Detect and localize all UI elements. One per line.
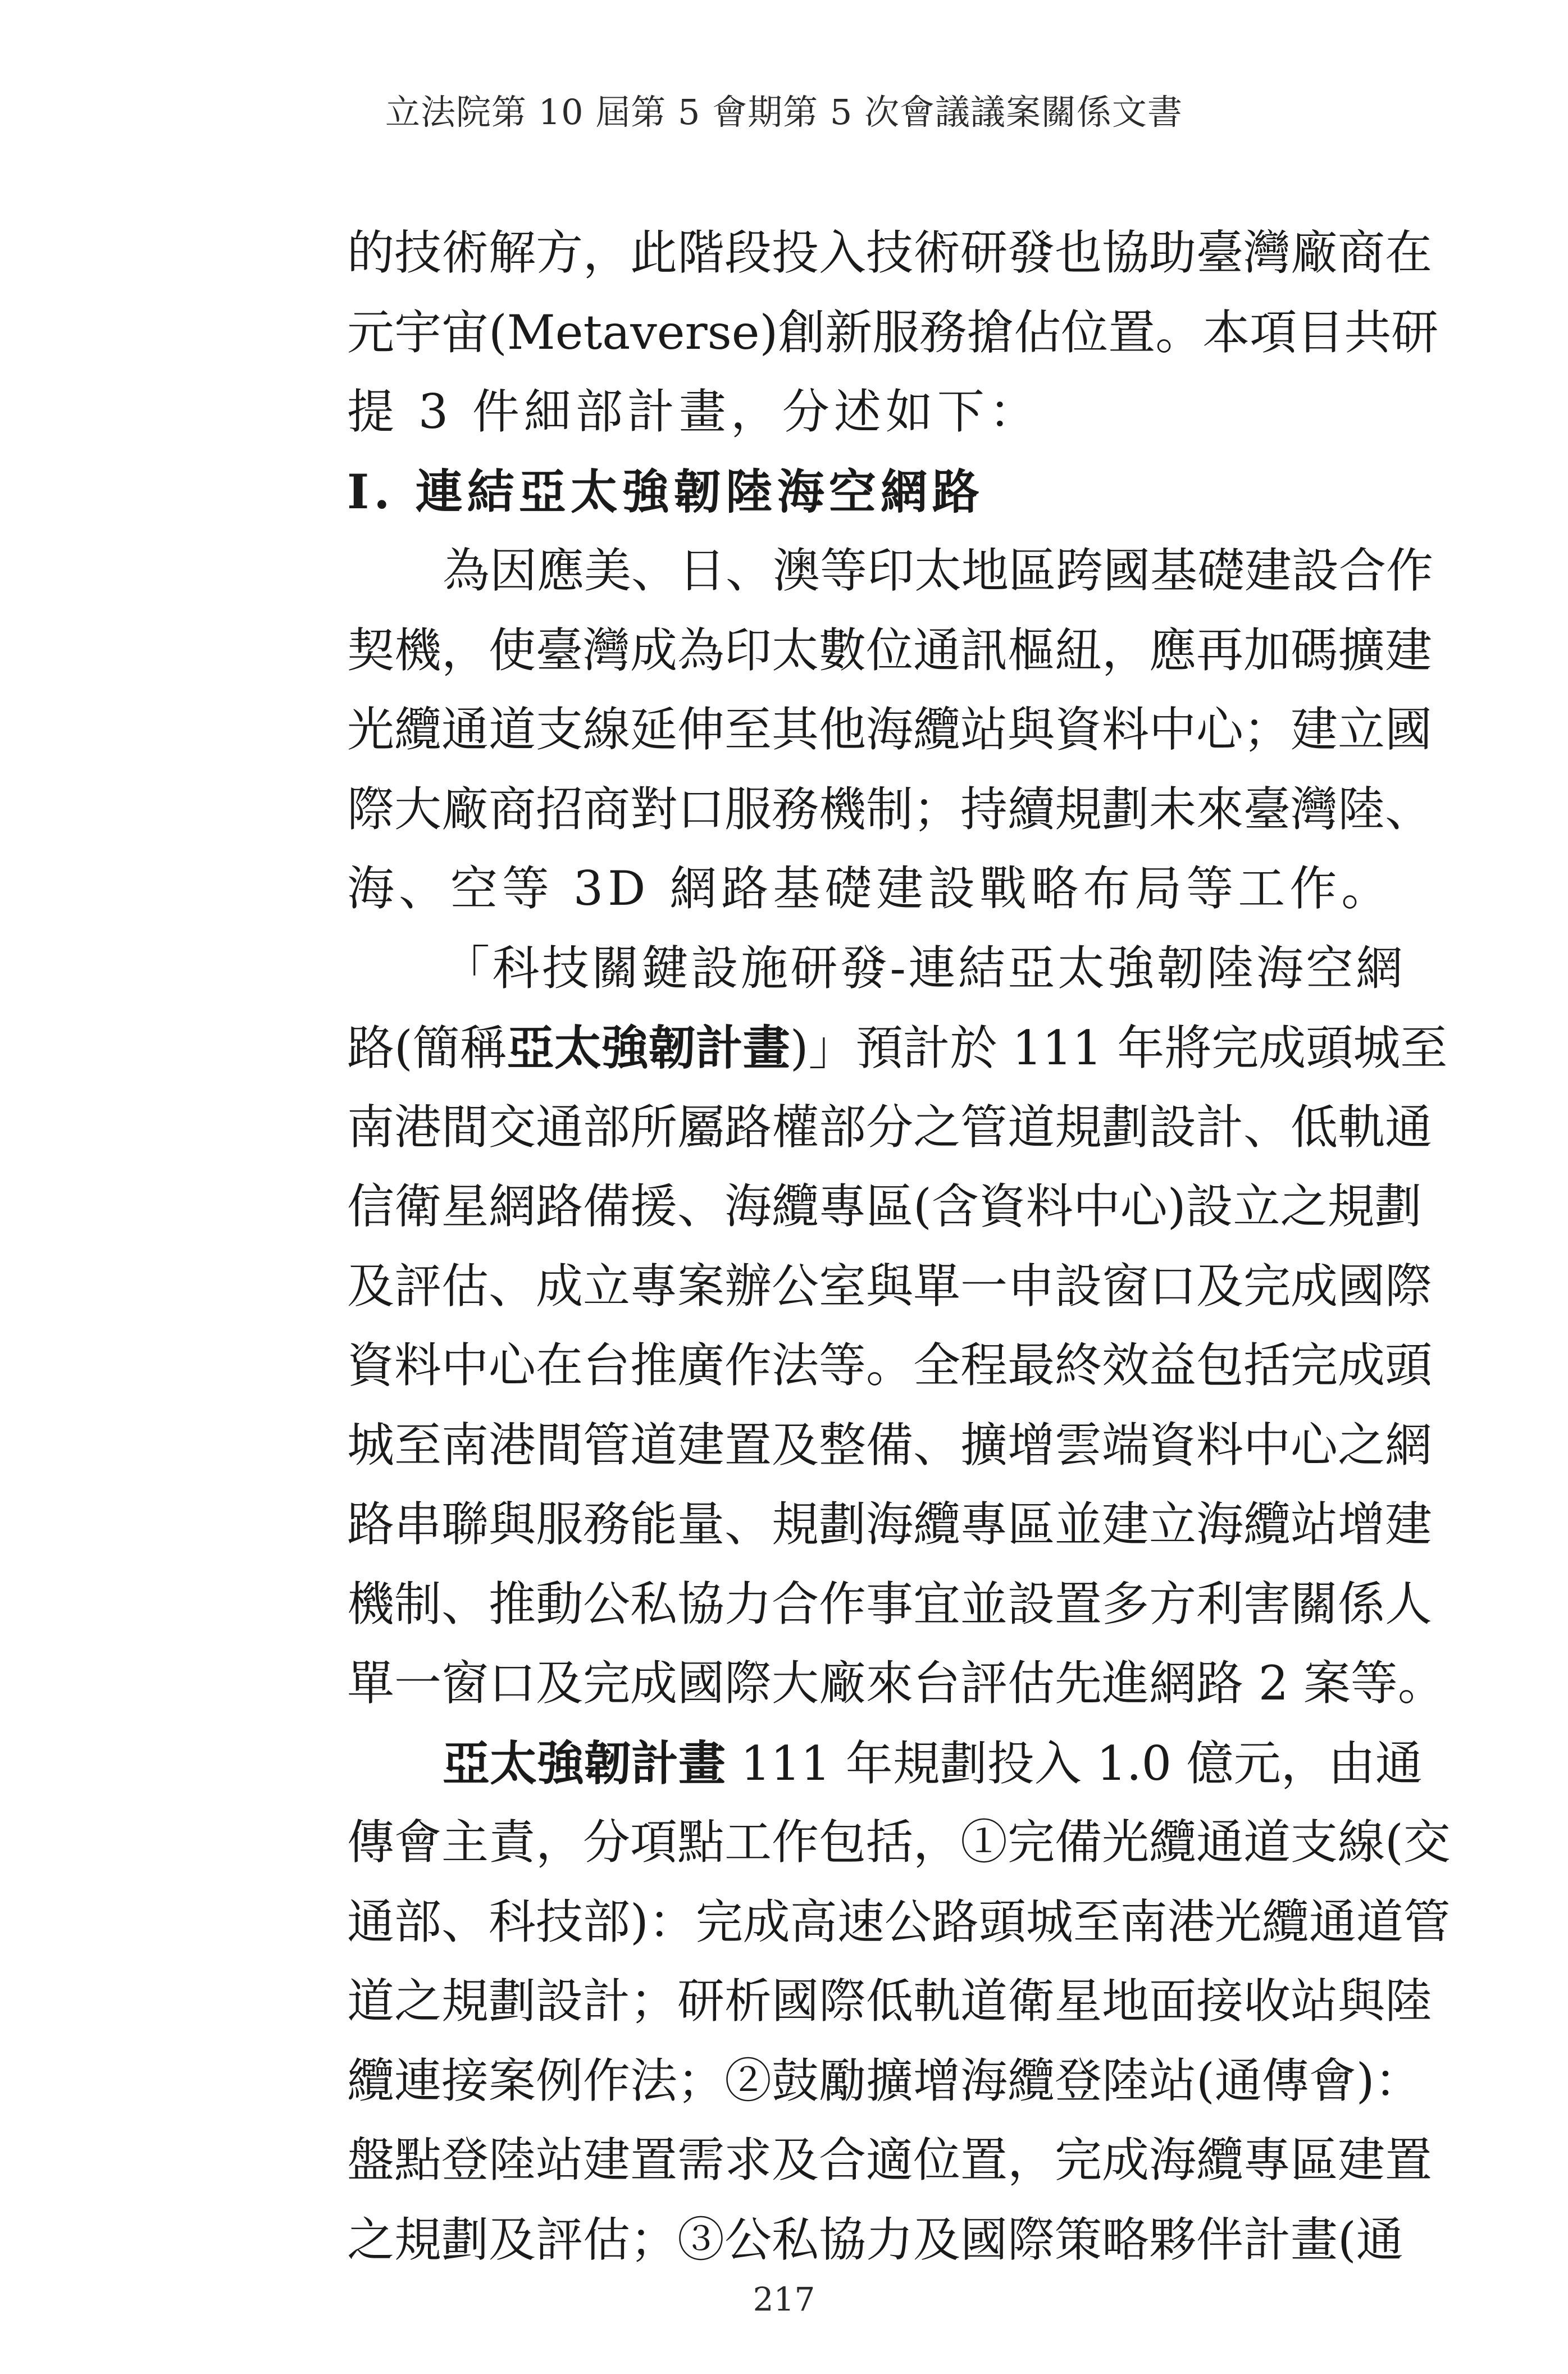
text-line: 的技術解方，此階段投入技術研發也協助臺灣廠商在 bbox=[347, 225, 1433, 280]
section-heading: I. 連結亞太強韌陸海空網路 bbox=[347, 463, 984, 520]
page-number: 217 bbox=[753, 2280, 815, 2318]
text-span: 111 年規劃投入 1.0 億元，由通 bbox=[726, 1735, 1423, 1791]
text-line: 南港間交通部所屬路權部分之管道規劃設計、低軌通 bbox=[347, 1099, 1433, 1155]
text-line: 道之規劃設計；研析國際低軌道衛星地面接收站與陸 bbox=[347, 1974, 1433, 2029]
text-span: )」預計於 111 年將完成頭城至 bbox=[790, 1020, 1448, 1076]
plan-name-bold: 亞太強韌計畫 bbox=[443, 1735, 726, 1791]
text-line: 通部、科技部)：完成高速公路頭城至南港光纜通道管 bbox=[347, 1894, 1451, 1949]
text-line: 契機，使臺灣成為印太數位通訊樞紐，應再加碼擴建 bbox=[347, 622, 1433, 678]
text-line: 城至南港間管道建置及整備、擴增雲端資料中心之網 bbox=[347, 1417, 1433, 1473]
text-line bbox=[347, 1724, 1423, 1803]
text-line: 盤點登陸站建置需求及合適位置，完成海纜專區建置 bbox=[347, 2133, 1433, 2188]
text-line bbox=[347, 1008, 1448, 1088]
text-line: 路串聯與服務能量、規劃海纜專區並建立海纜站增建 bbox=[347, 1497, 1433, 1552]
document-header: 立法院第 10 屆第 5 會期第 5 次會議議案關係文書 bbox=[385, 92, 1183, 133]
document-body bbox=[347, 213, 1451, 2280]
text-line: 際大廠商招商對口服務機制；持續規劃未來臺灣陸、 bbox=[347, 781, 1433, 837]
text-line: 元宇宙(Metaverse)創新服務搶佔位置。本項目共研 bbox=[347, 304, 1439, 360]
text-line: 光纜通道支線延伸至其他海纜站與資料中心；建立國 bbox=[347, 702, 1433, 757]
text-line: 海、空等 3D 網路基礎建設戰略布局等工作。 bbox=[347, 861, 1393, 916]
text-span: 路(簡稱 bbox=[347, 1020, 507, 1076]
text-line: 及評估、成立專案辦公室與單一申設窗口及完成國際 bbox=[347, 1258, 1433, 1314]
text-line: 單一窗口及完成國際大廠來台評估先進網路 2 案等。 bbox=[347, 1656, 1445, 1711]
text-line: 纜連接案例作法；②鼓勵擴增海纜登陸站(通傳會)： bbox=[347, 2053, 1422, 2108]
text-line: 機制、推動公私協力合作事宜並設置多方利害關係人 bbox=[347, 1576, 1433, 1632]
text-line: 信衛星網路備援、海纜專區(含資料中心)設立之規劃 bbox=[347, 1179, 1422, 1234]
text-line: 為因應美、日、澳等印太地區跨國基礎建設合作 bbox=[443, 543, 1434, 598]
text-line: 資料中心在台推廣作法等。全程最終效益包括完成頭 bbox=[347, 1338, 1433, 1393]
text-line: 之規劃及評估；③公私協力及國際策略夥伴計畫(通 bbox=[347, 2212, 1403, 2267]
plan-name-bold: 亞太強韌計畫 bbox=[507, 1020, 790, 1076]
text-line: 「科技關鍵設施研發-連結亞太強韌陸海空網 bbox=[443, 940, 1403, 996]
text-line: 提 3 件細部計畫，分述如下： bbox=[347, 384, 1041, 439]
text-line: 傳會主責，分項點工作包括，①完備光纜通道支線(交 bbox=[347, 1815, 1451, 1870]
